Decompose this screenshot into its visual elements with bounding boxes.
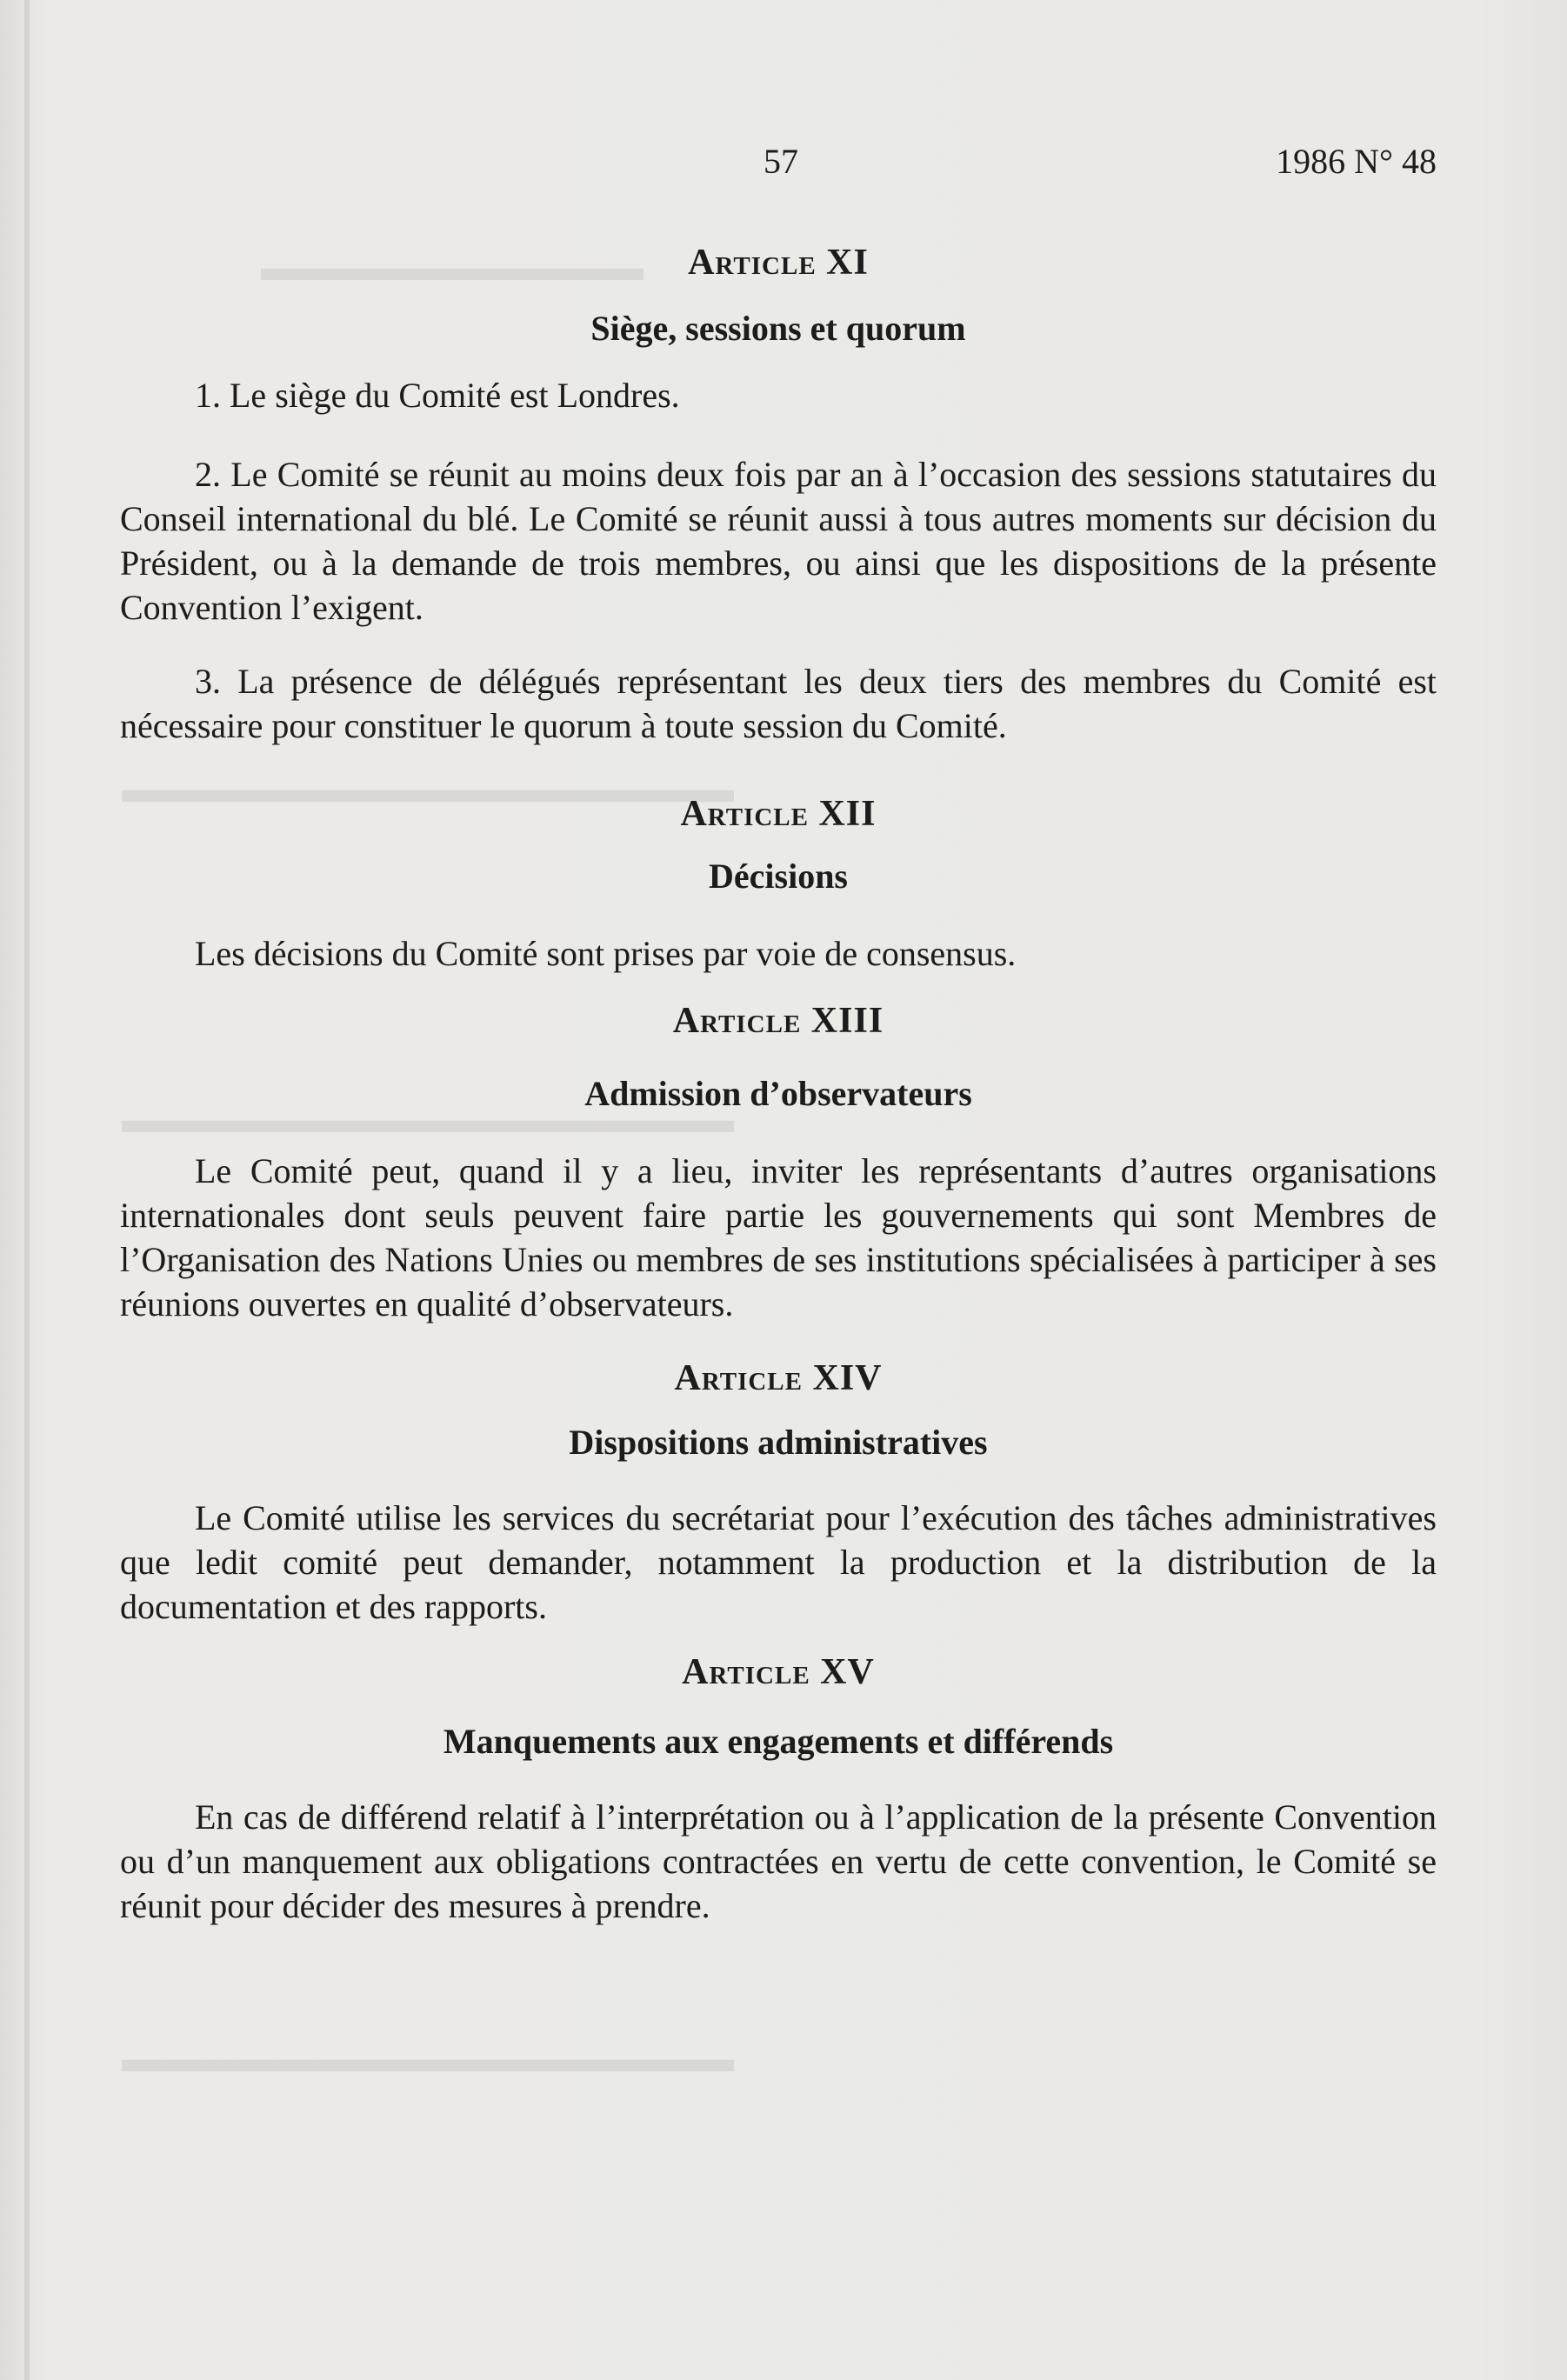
article-heading-text: Article XIII [672, 1001, 884, 1041]
page-number: 57 [763, 142, 798, 181]
article-heading [120, 242, 1437, 283]
article-paragraph: En cas de différend relatif à l’interprétation ou à l’application de la présente Convention ou d’un manquement aux obligations contractées en vertu de cette convention, le Comité se réunit pour décider des mesures à prendre. [120, 1797, 1437, 1925]
article-heading-text: Article XII [680, 794, 877, 834]
article-paragraph: 2. Le Comité se réunit au moins deux fois par an à l’occasion des sessions statutaires du Conseil international du blé. Le Comité se réunit aussi à tous autres moments sur décision du Président, ou à la demande de trois membres, ou ainsi que les dispositions de la présente Convention l’exigent. [120, 455, 1437, 627]
show-through-artifact: ▬▬▬▬▬▬▬▬▬▬ [261, 246, 643, 289]
document-reference: 1986 N° 48 [1276, 142, 1437, 181]
article-paragraph: 3. La présence de délégués représentant les deux tiers des membres du Comité est nécessaire pour constituer le quorum à toute session du Comité. [120, 662, 1437, 745]
article-xv [120, 1651, 1437, 1928]
article-heading-text: Article XIV [674, 1358, 883, 1398]
article-xiv [120, 1357, 1437, 1629]
binding-gutter [24, 0, 30, 2380]
article-title: Siège, sessions et quorum [590, 309, 966, 348]
document-body [120, 228, 1437, 1928]
article-heading [120, 793, 1437, 835]
article-xi [120, 242, 1437, 748]
article-paragraph: 1. Le siège du Comité est Londres. [195, 376, 680, 415]
article-title: Manquements aux engagements et différends [443, 1722, 1114, 1761]
article-xii [120, 793, 1437, 976]
article-paragraph: Le Comité utilise les services du secrétariat pour l’exécution des tâches administratives que ledit comité peut demander, notamment la production et la distribution de la documentation et des rapports. [120, 1498, 1437, 1626]
show-through-artifact: ▬▬▬▬▬▬▬▬▬▬▬▬▬▬▬▬ [122, 1098, 734, 1141]
article-heading [120, 1651, 1437, 1693]
article-title: Admission d’observateurs [584, 1074, 972, 1113]
article-heading [120, 1357, 1437, 1399]
article-paragraph: Le Comité peut, quand il y a lieu, inviter les représentants d’autres organisations internationales dont seuls peuvent faire partie les gouvernements qui sont Membres de l’Organisation des Nations Unies ou membres de ses institutions spécialisées à participer à ses réunions ouvertes en qualité d’observateurs. [120, 1151, 1437, 1323]
article-heading [120, 1000, 1437, 1042]
page-header [0, 141, 1567, 184]
article-paragraph: Les décisions du Comité sont prises par voie de consensus. [195, 934, 1017, 973]
article-xiii [120, 1000, 1437, 1326]
show-through-artifact: ▬▬▬▬▬▬▬▬▬▬▬▬▬▬▬▬ [122, 2037, 734, 2080]
article-title: Dispositions administratives [569, 1423, 988, 1462]
article-heading-text: Article XV [682, 1652, 875, 1692]
article-title: Décisions [709, 857, 848, 896]
show-through-artifact: ▬▬▬▬▬▬▬▬▬▬▬▬▬▬▬▬ [122, 768, 734, 810]
article-heading-text: Article XI [688, 243, 869, 283]
